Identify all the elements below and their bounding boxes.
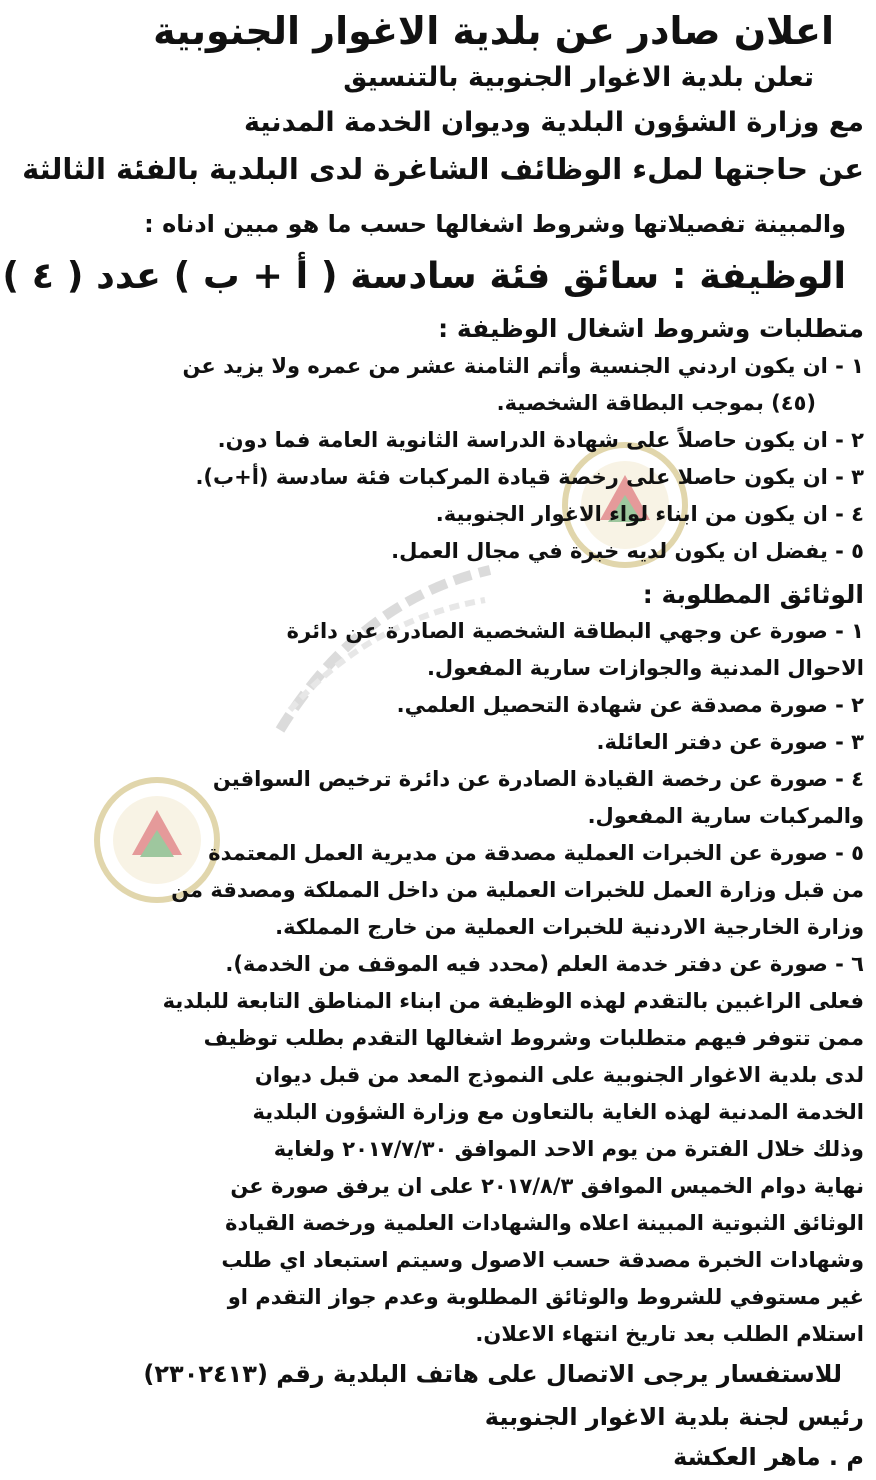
page-title: اعلان صادر عن بلدية الاغوار الجنوبية — [153, 9, 834, 53]
document-line: ١ - صورة عن وجهي البطاقة الشخصية الصادرة عن دائرة — [286, 619, 864, 643]
intro-line: عن حاجتها لملء الوظائف الشاغرة لدى البلدية بالفئة الثالثة — [22, 152, 864, 186]
paragraph-line: استلام الطلب بعد تاريخ انتهاء الاعلان. — [475, 1322, 864, 1346]
document-line: ٢ - صورة مصدقة عن شهادة التحصيل العلمي. — [396, 693, 864, 717]
contact-line: للاستفسار يرجى الاتصال على هاتف البلدية رقم (٢٣٠٢٤١٣) — [143, 1360, 842, 1388]
requirement-line: (٤٥) بموجب البطاقة الشخصية. — [496, 391, 816, 415]
requirement-line: ٢ - ان يكون حاصلاً على شهادة الدراسة الثانوية العامة فما دون. — [217, 428, 864, 452]
intro-line: والمبينة تفصيلاتها وشروط اشغالها حسب ما هو مبين ادناه : — [144, 210, 846, 238]
documents-heading: الوثائق المطلوبة : — [642, 580, 864, 609]
paragraph-line: نهاية دوام الخميس الموافق ٢٠١٧/٨/٣ على ان يرفق صورة عن — [230, 1174, 864, 1198]
paragraph-line: وشهادات الخبرة مصدقة حسب الاصول وسيتم استبعاد اي طلب — [221, 1248, 864, 1272]
document-line: من قبل وزارة العمل للخبرات العملية من داخل المملكة ومصدقة من — [171, 878, 864, 902]
document-line: والمركبات سارية المفعول. — [587, 804, 864, 828]
document-line: الاحوال المدنية والجوازات سارية المفعول. — [426, 656, 864, 680]
paragraph-line: وذلك خلال الفترة من يوم الاحد الموافق ٢٠١٧/٧/٣٠ ولغاية — [273, 1137, 864, 1161]
intro-line: مع وزارة الشؤون البلدية وديوان الخدمة المدنية — [244, 107, 864, 138]
document-line: وزارة الخارجية الاردنية للخبرات العملية من خارج المملكة. — [275, 915, 864, 939]
document-line: ٣ - صورة عن دفتر العائلة. — [596, 730, 864, 754]
signature-role: رئيس لجنة بلدية الاغوار الجنوبية — [484, 1403, 864, 1431]
document-line: ٥ - صورة عن الخبرات العملية مصدقة من مديرية العمل المعتمدة — [208, 841, 864, 865]
requirement-line: ٥ - يفضل ان يكون لديه خبرة في مجال العمل. — [391, 539, 864, 563]
paragraph-line: غير مستوفي للشروط والوثائق المطلوبة وعدم جواز التقدم او — [227, 1285, 864, 1309]
job-title: الوظيفة : سائق فئة سادسة ( أ + ب ) عدد ( ٤ ) — [2, 254, 846, 297]
requirement-line: ١ - ان يكون اردني الجنسية وأتم الثامنة عشر من عمره ولا يزيد عن — [182, 354, 864, 378]
paragraph-line: لدى بلدية الاغوار الجنوبية على النموذج المعد من قبل ديوان — [254, 1063, 864, 1087]
document-line: ٤ - صورة عن رخصة القيادة الصادرة عن دائرة ترخيص السواقين — [212, 767, 864, 791]
paragraph-line: الخدمة المدنية لهذه الغاية بالتعاون مع وزارة الشؤون البلدية — [252, 1100, 864, 1124]
paragraph-line: فعلى الراغبين بالتقدم لهذه الوظيفة من ابناء المناطق التابعة للبلدية — [162, 989, 864, 1013]
paragraph-line: ممن تتوفر فيهم متطلبات وشروط اشغالها التقدم بطلب توظيف — [203, 1026, 864, 1050]
requirement-line: ٤ - ان يكون من ابناء لواء الاغوار الجنوبية. — [435, 502, 864, 526]
requirements-heading: متطلبات وشروط اشغال الوظيفة : — [438, 314, 864, 343]
document-line: ٦ - صورة عن دفتر خدمة العلم (محدد فيه الموقف من الخدمة). — [225, 952, 864, 976]
paragraph-line: الوثائق الثبوتية المبينة اعلاه والشهادات العلمية ورخصة القيادة — [225, 1211, 864, 1235]
intro-line: تعلن بلدية الاغوار الجنوبية بالتنسيق — [343, 62, 814, 93]
requirement-line: ٣ - ان يكون حاصلا على رخصة قيادة المركبات فئة سادسة (أ+ب). — [195, 465, 864, 489]
signature-name: م . ماهر العكشة — [673, 1443, 864, 1471]
